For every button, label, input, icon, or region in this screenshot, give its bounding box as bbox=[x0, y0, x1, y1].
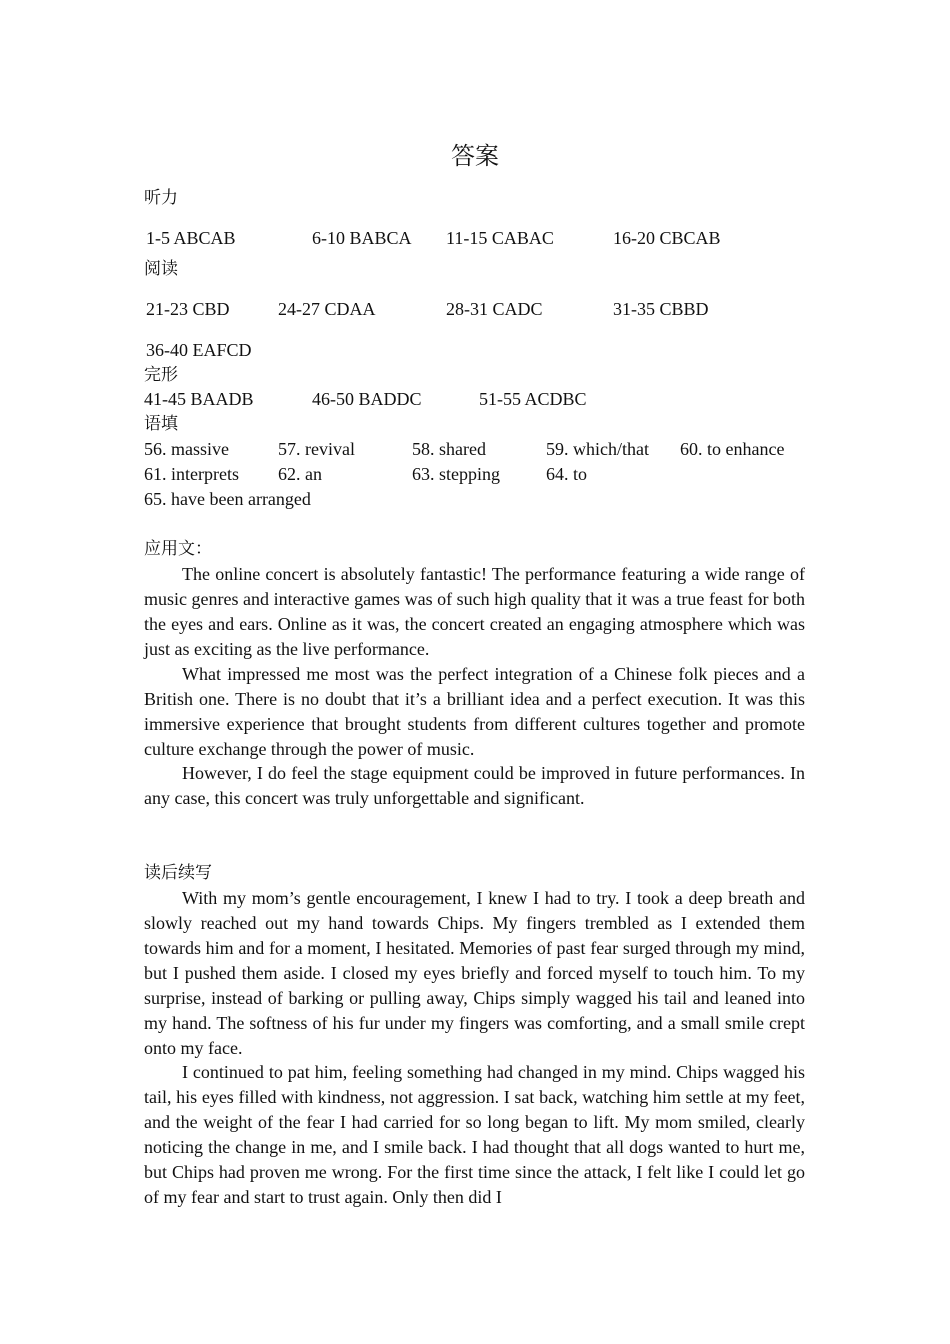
cloze-answer-3: 51-55 ACDBC bbox=[479, 389, 587, 409]
grammar-answer-62: 62. an bbox=[278, 464, 322, 484]
cloze-heading: 完形 bbox=[144, 365, 178, 385]
grammar-answer-63: 63. stepping bbox=[412, 464, 500, 484]
grammar-answer-56: 56. massive bbox=[144, 439, 229, 459]
practical-writing-paragraph-1: The online concert is absolutely fantastic! The performance featuring a wide range of music genres and interactive games was of such high quality that it was a true feast for both the eyes and ears. Online as it was, the concert created an engaging atmosphere which was just as exciting as the live performance. bbox=[144, 564, 805, 659]
page-title: 答案 bbox=[451, 142, 499, 170]
listening-heading: 听力 bbox=[144, 188, 178, 208]
practical-writing-heading: 应用文： bbox=[144, 539, 212, 559]
listening-answer-4: 16-20 CBCAB bbox=[613, 228, 721, 248]
grammar-answer-64: 64. to bbox=[546, 464, 588, 484]
grammar-answer-61: 61. interprets bbox=[144, 464, 239, 484]
grammar-answer-60: 60. to enhance bbox=[680, 439, 785, 459]
grammar-answer-59: 59. which/that bbox=[546, 439, 649, 459]
continuation-writing-paragraph-1: With my mom’s gentle encouragement, I knew I had to try. I took a deep breath and slowly reached out my hand towards Chips. My fingers trembled as I extended them towards him and for a moment, I hesitated. Memories of past fear surged through my mind, but I pushed them aside. I closed my eyes briefly and forced myself to touch him. To my surprise, instead of barking or pulling away, Chips simply wagged his tail and leaned into my hand. The softness of his fur under my fingers was comforting, and a small smile crept onto my face. bbox=[144, 888, 805, 1058]
practical-writing-paragraph-3: However, I do feel the stage equipment could be improved in future performances. In any case, this concert was truly unforgettable and significant. bbox=[144, 763, 805, 808]
reading-answer-1: 21-23 CBD bbox=[146, 299, 230, 319]
grammar-answer-58: 58. shared bbox=[412, 439, 486, 459]
listening-answer-3: 11-15 CABAC bbox=[446, 228, 554, 248]
listening-answer-2: 6-10 BABCA bbox=[312, 228, 412, 248]
practical-writing-paragraph-2: What impressed me most was the perfect integration of a Chinese folk pieces and a British one. There is no doubt that it’s a brilliant idea and a perfect execution. It was this immersive experience that brought students from different cultures together and promote culture exchange through the power of music. bbox=[144, 664, 805, 759]
continuation-writing-paragraph-2: I continued to pat him, feeling something had changed in my mind. Chips wagged his tail, his eyes filled with kindness, not aggression. I sat back, watching him settle at my feet, and the weight of the fear I had carried for so long began to lift. My mom smiled, clearly noticing the change in me, and I smile back. I had thought that all dogs wanted to hurt me, but Chips had proven me wrong. For the first time since the attack, I felt like I could let go of my fear and start to trust again. Only then did I bbox=[144, 1062, 805, 1207]
reading-heading: 阅读 bbox=[144, 259, 178, 279]
reading-answer-2: 24-27 CDAA bbox=[278, 299, 376, 319]
listening-answer-1: 1-5 ABCAB bbox=[146, 228, 236, 248]
grammar-answer-57: 57. revival bbox=[278, 439, 355, 459]
grammar-fill-heading: 语填 bbox=[144, 414, 178, 434]
cloze-answer-2: 46-50 BADDC bbox=[312, 389, 422, 409]
continuation-writing-heading: 读后续写 bbox=[144, 863, 212, 883]
cloze-answer-1: 41-45 BAADB bbox=[144, 389, 254, 409]
grammar-answer-65: 65. have been arranged bbox=[144, 489, 311, 509]
reading-answer-3: 28-31 CADC bbox=[446, 299, 543, 319]
reading-answer-5: 36-40 EAFCD bbox=[146, 340, 252, 360]
reading-answer-4: 31-35 CBBD bbox=[613, 299, 709, 319]
